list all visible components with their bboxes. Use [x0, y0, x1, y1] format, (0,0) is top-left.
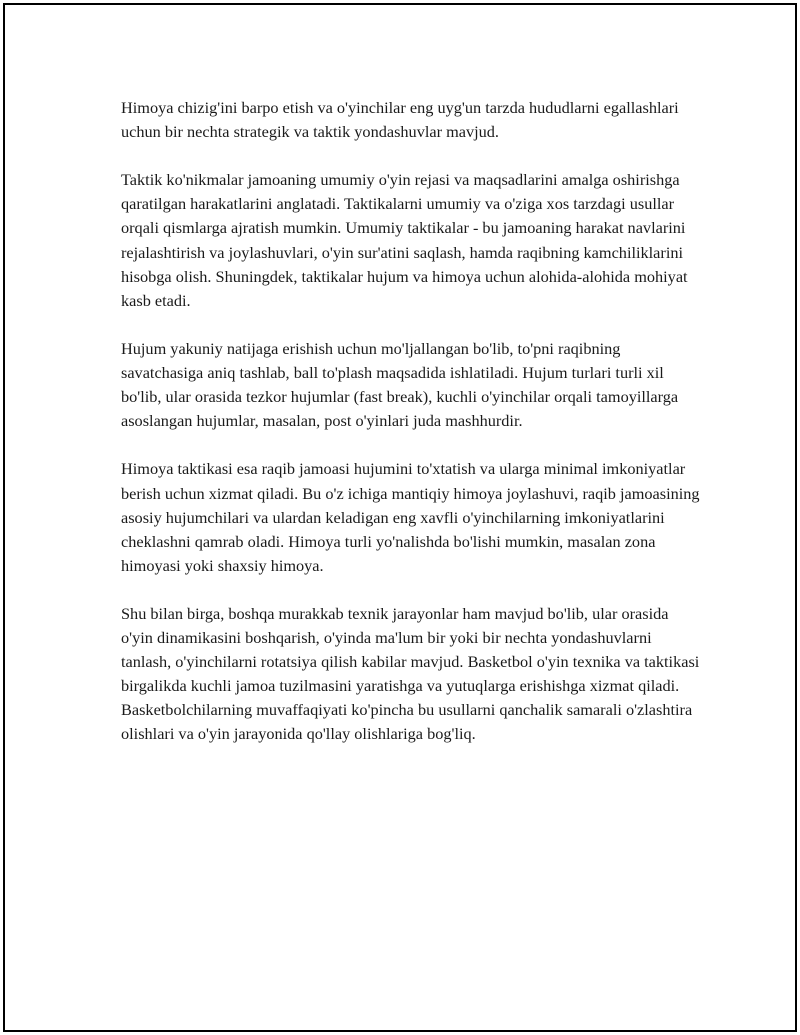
- paragraph-1: Himoya chizig'ini barpo etish va o'yinchilar eng uyg'un tarzda hududlarni egallashlari uchun bir nechta strategik va taktik yondashuvlar mavjud.: [121, 98, 679, 142]
- paragraph-4: Himoya taktikasi esa raqib jamoasi hujumini to'xtatish va ularga minimal imkoniyatlar berish uchun xizmat qiladi. Bu o'z ichiga mantiqiy himoya joylashuvi, raqib jamoasining asosiy hujumchilari va ulardan keladigan eng xavfli o'yinchilarning imkoniyatlarini cheklashni qamrab oladi. Himoya turli yo'nalishda bo'lishi mumkin, masalan zona himoyasi yoki shaxsiy himoya.: [121, 459, 700, 575]
- document-page: [3, 3, 797, 1032]
- paragraph-2: Taktik ko'nikmalar jamoaning umumiy o'yin rejasi va maqsadlarini amalga oshirishga qaratilgan harakatlarini anglatadi. Taktikalarni umumiy va o'ziga xos tarzdagi usullar orqali qismlarga ajratish mumkin. Umumiy taktikalar - bu jamoaning harakat navlarini rejalashtirish va joylashuvlari, o'yin sur'atini saqlash, hamda raqibning kamchiliklarini hisobga olish. Shuningdek, taktikalar hujum va himoya uchun alohida-alohida mohiyat kasb etadi.: [121, 170, 688, 310]
- paragraph-5: Shu bilan birga, boshqa murakkab texnik jarayonlar ham mavjud bo'lib, ular orasida o'yin dinamikasini boshqarish, o'yinda ma'lum bir yoki bir nechta yondashuvlarni tanlash, o'yinchilarni rotatsiya qilish kabilar mavjud. Basketbol o'yin texnika va taktikasi birgalikda kuchli jamoa tuzilmasini yaratishga va yutuqlarga erishishga xizmat qiladi. Basketbolchilarning muvaffaqiyati ko'pincha bu usullarni qanchalik samarali o'zlashtira olishlari va o'yin jarayonida qo'llay olishlariga bog'liq.: [121, 603, 700, 744]
- document-body: [121, 96, 701, 771]
- paragraph-3: Hujum yakuniy natijaga erishish uchun mo'ljallangan bo'lib, to'pni raqibning savatchasiga aniq tashlab, ball to'plash maqsadida ishlatiladi. Hujum turlari turli xil bo'lib, ular orasida tezkor hujumlar (fast break), kuchli o'yinchilar orqali tamoyillarga asoslangan hujumlar, masalan, post o'yinlari juda mashhurdir.: [121, 338, 679, 431]
